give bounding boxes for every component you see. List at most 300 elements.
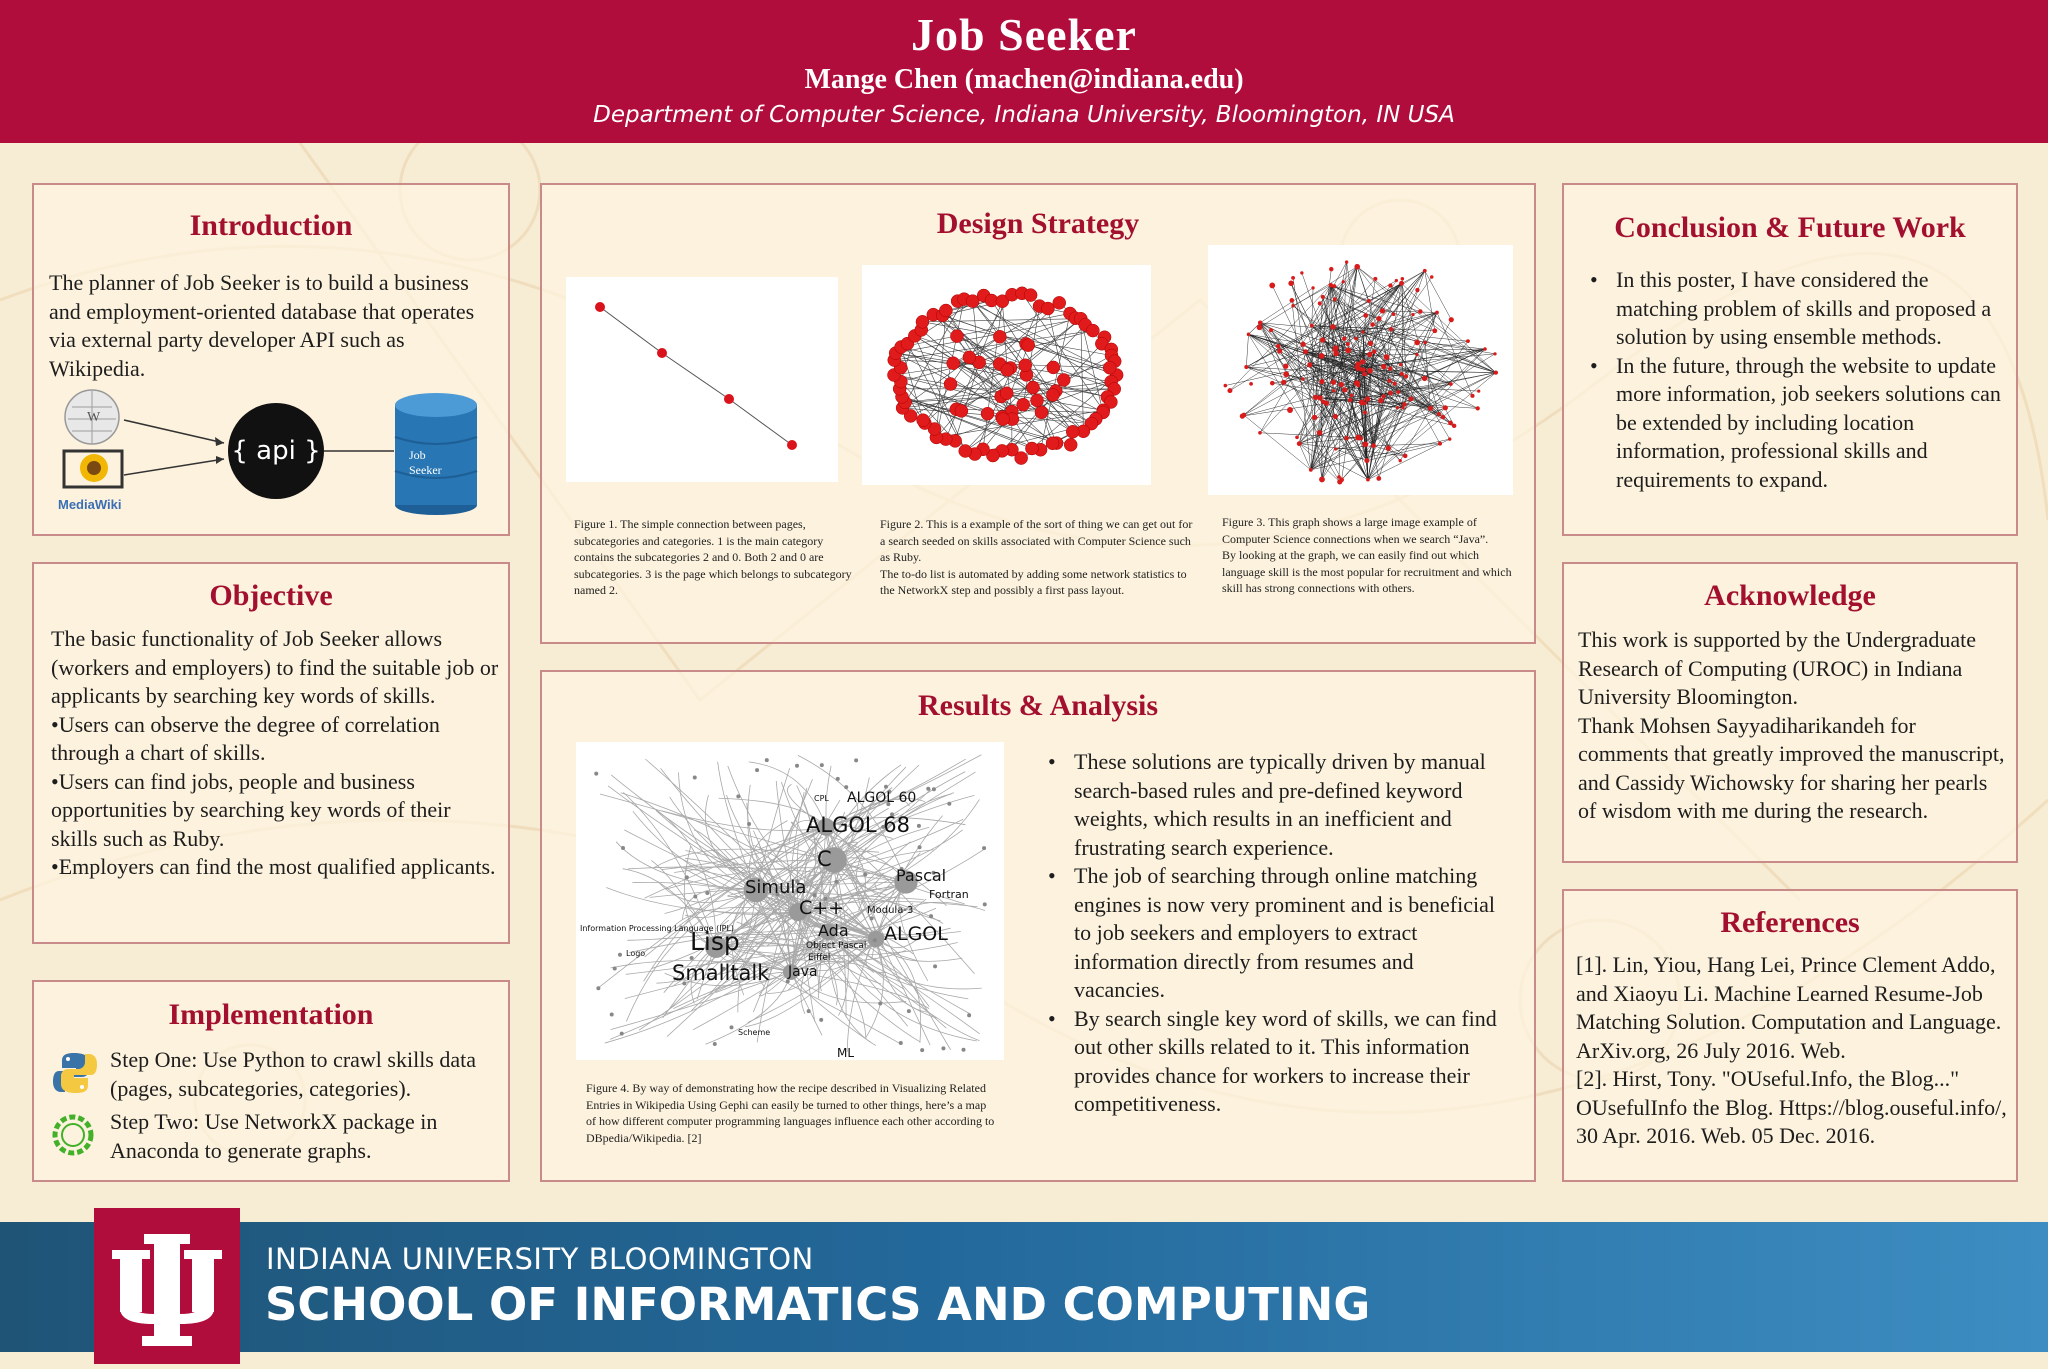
graph-node bbox=[1224, 384, 1228, 388]
graph-node bbox=[1300, 271, 1303, 274]
graph-node bbox=[1291, 276, 1295, 280]
graph-node bbox=[1332, 389, 1335, 392]
graph-label-ipl: Information Processing Language (IPL) bbox=[580, 924, 734, 933]
graph-node bbox=[1270, 381, 1275, 386]
graph-node bbox=[1404, 374, 1408, 378]
graph-node bbox=[1430, 275, 1433, 278]
graph-label-simula: Simula bbox=[745, 877, 806, 898]
graph-node bbox=[1269, 283, 1275, 289]
graph-label-objectpascal: Object Pascal bbox=[806, 941, 866, 951]
figure-3-caption-text: Figure 3. This graph shows a large image example of Computer Science connections when we search “Java”. bbox=[1222, 514, 1518, 547]
graph-node bbox=[926, 787, 930, 791]
graph-edge bbox=[1402, 279, 1403, 408]
graph-node bbox=[1332, 284, 1336, 288]
graph-node bbox=[1423, 269, 1427, 273]
anaconda-logo-icon bbox=[50, 1112, 96, 1158]
footer-university-name: INDIANA UNIVERSITY BLOOMINGTON bbox=[266, 1242, 814, 1276]
graph-node bbox=[1027, 381, 1040, 394]
results-bullet: • These solutions are typically driven by manual search-based rules and pre-defined keyword weights, which results in an inefficient and frustrating search experience. bbox=[1074, 748, 1499, 862]
design-strategy-section bbox=[540, 183, 1536, 644]
graph-edge bbox=[1260, 323, 1319, 433]
graph-node bbox=[918, 845, 922, 849]
graph-edge bbox=[661, 811, 826, 831]
conclusion-section bbox=[1562, 183, 2018, 536]
graph-node bbox=[1276, 344, 1281, 349]
graph-node bbox=[730, 1025, 734, 1029]
figure-1-chain-graph bbox=[566, 277, 838, 482]
graph-node bbox=[1297, 441, 1302, 446]
objective-section bbox=[32, 562, 510, 944]
graph-node bbox=[1483, 347, 1487, 351]
graph-node bbox=[820, 763, 824, 767]
graph-node bbox=[1258, 431, 1262, 435]
graph-node bbox=[1363, 411, 1367, 415]
graph-label-logo: Logo bbox=[626, 949, 645, 958]
graph-node bbox=[1301, 377, 1305, 381]
database-label-2: Seeker bbox=[409, 463, 442, 477]
graph-label-java: Java bbox=[787, 964, 818, 980]
graph-node bbox=[1415, 288, 1419, 292]
graph-node bbox=[1364, 458, 1369, 463]
graph-node bbox=[1367, 352, 1372, 357]
graph-node bbox=[1366, 478, 1370, 482]
graph-node bbox=[1321, 295, 1325, 299]
graph-node bbox=[836, 777, 840, 781]
graph-node bbox=[1432, 328, 1437, 333]
footer-school-name: SCHOOL OF INFORMATICS AND COMPUTING bbox=[265, 1278, 1370, 1331]
implementation-section bbox=[32, 980, 510, 1182]
graph-node bbox=[1476, 406, 1480, 410]
poster-header bbox=[0, 0, 2048, 143]
graph-edge bbox=[915, 336, 1073, 432]
poster-author: Mange Chen (machen@indiana.edu) bbox=[0, 64, 2048, 96]
graph-edge bbox=[1401, 312, 1437, 364]
api-label: { api } bbox=[231, 436, 320, 466]
poster-department: Department of Computer Science, Indiana University, Bloomington, IN USA bbox=[0, 102, 2048, 128]
acknowledge-text bbox=[1578, 626, 2008, 826]
graph-node bbox=[1319, 353, 1325, 359]
results-bullets bbox=[1044, 748, 1499, 1119]
acknowledge-heading: Acknowledge bbox=[1564, 579, 2016, 613]
graph-node bbox=[1359, 399, 1365, 405]
conclusion-bullet: • In the future, through the website to update more information, job seekers solutions can be extended by including location information, professional skills and requirements to expand. bbox=[1616, 352, 2004, 495]
graph-node bbox=[1313, 395, 1318, 400]
graph-node bbox=[993, 330, 1006, 343]
graph-label-cpp: C++ bbox=[799, 897, 844, 919]
database-label-1: Job bbox=[409, 448, 426, 462]
graph-node bbox=[997, 413, 1010, 426]
graph-node bbox=[1310, 324, 1314, 328]
graph-node bbox=[1342, 337, 1346, 341]
graph-node bbox=[959, 444, 972, 457]
graph-node bbox=[1360, 359, 1365, 364]
acknowledge-paragraph: Thank Mohsen Sayyadiharikandeh for comments that greatly improved the manuscript, and Cassidy Wichowsky for sharing her pearls of wisdom with me during the research. bbox=[1578, 712, 2008, 826]
conclusion-heading: Conclusion & Future Work bbox=[1564, 211, 2016, 245]
wikipedia-globe-icon bbox=[65, 390, 119, 444]
graph-node bbox=[929, 914, 933, 918]
graph-node bbox=[1437, 412, 1441, 416]
figure-2-network-graph bbox=[862, 265, 1151, 485]
figure-2-panel bbox=[862, 265, 1151, 485]
graph-node bbox=[1441, 415, 1445, 419]
figure-3-panel bbox=[1208, 245, 1513, 495]
graph-node bbox=[610, 1012, 614, 1016]
graph-label-smalltalk: Smalltalk bbox=[672, 961, 770, 985]
introduction-section bbox=[32, 183, 510, 536]
graph-node bbox=[795, 764, 799, 768]
graph-node bbox=[1393, 381, 1397, 385]
introduction-heading: Introduction bbox=[34, 209, 508, 243]
graph-label-pascal: Pascal bbox=[896, 866, 946, 885]
graph-edge bbox=[1299, 444, 1311, 470]
graph-node bbox=[596, 986, 600, 990]
graph-node bbox=[1381, 364, 1386, 369]
graph-node bbox=[613, 966, 617, 970]
graph-node bbox=[1376, 476, 1381, 481]
graph-node bbox=[1019, 359, 1032, 372]
graph-node bbox=[962, 1048, 966, 1052]
figure-4-panel bbox=[576, 742, 1004, 1060]
graph-node bbox=[1428, 406, 1433, 411]
acknowledge-section bbox=[1562, 562, 2018, 863]
graph-edge bbox=[1246, 334, 1248, 367]
graph-node bbox=[693, 894, 697, 898]
graph-node bbox=[1362, 441, 1368, 447]
graph-edge bbox=[1367, 444, 1440, 461]
objective-heading: Objective bbox=[34, 579, 508, 613]
graph-node bbox=[1046, 437, 1059, 450]
mediawiki-label: MediaWiki bbox=[58, 497, 121, 512]
graph-node bbox=[1409, 396, 1414, 401]
graph-node bbox=[1320, 338, 1324, 342]
graph-node bbox=[1494, 370, 1498, 374]
figure-4-language-influence-graph bbox=[576, 742, 1004, 1060]
reference-item: [1]. Lin, Yiou, Hang Lei, Prince Clement Addo, and Xiaoyu Li. Machine Learned Resume-Job Matching Solution. Computation and Language. ArXiv.org, 26 July 2016. Web. bbox=[1576, 951, 2016, 1065]
graph-label-modula3: Modula-3 bbox=[867, 905, 913, 916]
graph-node bbox=[1389, 327, 1393, 331]
graph-node bbox=[1025, 442, 1038, 455]
graph-node bbox=[1365, 396, 1371, 402]
svg-text:W: W bbox=[87, 410, 101, 425]
graph-node bbox=[1423, 341, 1426, 344]
graph-node bbox=[1355, 362, 1361, 368]
introduction-text: The planner of Job Seeker is to build a business and employment-oriented database that operates via external party developer API such as Wikipedia. bbox=[49, 269, 499, 383]
graph-edge bbox=[1260, 288, 1313, 323]
graph-node bbox=[1331, 380, 1336, 385]
objective-paragraph: •Users can observe the degree of correlation through a chart of skills. bbox=[51, 711, 501, 768]
implementation-step-2: Step Two: Use NetworkX package in Anaconda to generate graphs. bbox=[110, 1108, 500, 1165]
university-footer-banner bbox=[0, 1222, 2048, 1352]
graph-node bbox=[870, 916, 874, 920]
figure-2-caption-text: The to-do list is automated by adding some network statistics to the NetworkX step and possibly a first pass layout. bbox=[880, 566, 1198, 599]
acknowledge-paragraph: This work is supported by the Undergraduate Research of Computing (UROC) in Indiana University Bloomington. bbox=[1578, 626, 2008, 712]
graph-node bbox=[1354, 337, 1358, 341]
graph-node bbox=[947, 357, 960, 370]
graph-node bbox=[854, 758, 858, 762]
graph-node bbox=[620, 1032, 624, 1036]
graph-node bbox=[693, 776, 697, 780]
references-section bbox=[1562, 889, 2018, 1182]
graph-node bbox=[1290, 298, 1295, 303]
figure-1-caption bbox=[574, 516, 858, 599]
graph-node bbox=[1240, 414, 1245, 419]
graph-node bbox=[1295, 435, 1299, 439]
graph-node bbox=[1380, 308, 1385, 313]
figure-2-caption-text: Figure 2. This is a example of the sort of thing we can get out for a search seeded on skills associated with Computer Science such as Ruby. bbox=[880, 516, 1198, 566]
results-bullet: • By search single key word of skills, we can find out other skills related to it. This information provides chance for workers to increase their competitiveness. bbox=[1074, 1005, 1499, 1119]
graph-node bbox=[685, 875, 689, 879]
graph-node bbox=[1249, 382, 1253, 386]
graph-node bbox=[1395, 279, 1398, 282]
graph-node bbox=[1470, 394, 1474, 398]
objective-paragraph: •Users can find jobs, people and business opportunities by searching key words of their skills such as Ruby. bbox=[51, 768, 501, 854]
graph-edge bbox=[1081, 319, 1084, 432]
graph-node bbox=[1354, 264, 1360, 270]
graph-node bbox=[1319, 380, 1324, 385]
graph-node bbox=[1387, 379, 1391, 383]
graph-node bbox=[1363, 313, 1368, 318]
graph-node bbox=[1031, 394, 1044, 407]
graph-node bbox=[1024, 289, 1037, 302]
graph-node bbox=[819, 1018, 823, 1022]
graph-node bbox=[1348, 398, 1352, 402]
graph-node bbox=[1288, 281, 1293, 286]
graph-node bbox=[899, 1041, 903, 1045]
graph-node bbox=[713, 1042, 717, 1046]
implementation-heading: Implementation bbox=[34, 998, 508, 1032]
graph-node bbox=[878, 1001, 882, 1005]
graph-node bbox=[1452, 424, 1456, 428]
graph-label-algol68: ALGOL 68 bbox=[806, 813, 910, 837]
graph-node bbox=[1400, 372, 1404, 376]
graph-node bbox=[1337, 479, 1342, 484]
graph-node bbox=[1312, 415, 1317, 420]
iu-trident-icon bbox=[94, 1208, 240, 1364]
graph-node bbox=[917, 824, 921, 828]
graph-node bbox=[1269, 328, 1273, 332]
graph-node bbox=[1388, 391, 1393, 396]
graph-node bbox=[1035, 406, 1048, 419]
graph-node bbox=[1064, 438, 1077, 451]
graph-node bbox=[755, 768, 759, 772]
results-analysis-heading: Results & Analysis bbox=[542, 689, 1534, 723]
conclusion-bullets bbox=[1586, 266, 2004, 494]
graph-node bbox=[1371, 443, 1376, 448]
graph-node bbox=[1244, 365, 1248, 369]
graph-node bbox=[1466, 339, 1470, 343]
implementation-step-1: Step One: Use Python to crawl skills data (pages, subcategories, categories). bbox=[110, 1046, 500, 1103]
graph-node bbox=[1258, 321, 1263, 326]
graph-node bbox=[1319, 477, 1325, 483]
graph-node bbox=[1047, 361, 1060, 374]
graph-label-ada: Ada bbox=[818, 921, 849, 940]
graph-node bbox=[1363, 372, 1367, 376]
graph-node bbox=[1000, 387, 1013, 400]
graph-node bbox=[1291, 304, 1295, 308]
graph-label-scheme: Scheme bbox=[738, 1028, 770, 1037]
graph-node bbox=[1247, 333, 1251, 337]
graph-node bbox=[705, 891, 709, 895]
graph-node bbox=[1370, 322, 1375, 327]
graph-node bbox=[1103, 361, 1116, 374]
graph-label-algol60: ALGOL 60 bbox=[847, 790, 916, 806]
python-logo-icon bbox=[52, 1050, 98, 1096]
graph-node bbox=[736, 794, 740, 798]
graph-node bbox=[1333, 349, 1336, 352]
graph-node bbox=[1309, 468, 1313, 472]
objective-text bbox=[51, 625, 501, 882]
graph-node bbox=[1367, 368, 1373, 374]
graph-node bbox=[1399, 459, 1402, 462]
graph-node bbox=[1361, 330, 1364, 333]
graph-node bbox=[1022, 339, 1035, 352]
graph-edge bbox=[1242, 365, 1309, 416]
objective-paragraph: The basic functionality of Job Seeker allows (workers and employers) to find the suitable job or applicants by searching key words of skills. bbox=[51, 625, 501, 711]
graph-node bbox=[955, 404, 968, 417]
graph-node bbox=[1354, 380, 1360, 386]
graph-node bbox=[1053, 296, 1066, 309]
figure-1-panel bbox=[566, 277, 838, 482]
graph-node bbox=[863, 873, 867, 877]
graph-label-eiffel: Eiffel bbox=[808, 953, 830, 963]
mediawiki-logo-icon bbox=[58, 451, 122, 512]
graph-node bbox=[1281, 380, 1286, 385]
graph-node bbox=[1422, 376, 1427, 381]
graph-node bbox=[1402, 402, 1407, 407]
graph-node bbox=[1330, 324, 1335, 329]
graph-node bbox=[1361, 367, 1366, 372]
graph-node bbox=[1415, 353, 1418, 356]
poster-title: Job Seeker bbox=[0, 8, 2048, 61]
figure-3-java-network-graph bbox=[1208, 245, 1513, 495]
graph-node bbox=[690, 956, 694, 960]
results-analysis-section bbox=[540, 670, 1536, 1182]
graph-node bbox=[1396, 406, 1399, 409]
graph-node bbox=[1396, 390, 1400, 394]
graph-node bbox=[1411, 313, 1414, 316]
graph-node bbox=[1307, 362, 1312, 367]
graph-node bbox=[594, 772, 598, 776]
graph-node bbox=[1329, 267, 1333, 271]
graph-node bbox=[1384, 354, 1390, 360]
figure-3-caption bbox=[1222, 514, 1518, 597]
graph-node bbox=[1386, 445, 1391, 450]
graph-node bbox=[939, 304, 952, 317]
graph-node bbox=[1342, 387, 1347, 392]
references-list bbox=[1576, 951, 2016, 1151]
graph-node bbox=[917, 414, 930, 427]
graph-node bbox=[747, 822, 751, 826]
graph-node bbox=[1344, 436, 1349, 441]
graph-node bbox=[1448, 421, 1453, 426]
graph-node bbox=[950, 330, 963, 343]
graph-label-c: C bbox=[817, 847, 832, 871]
graph-node bbox=[1287, 407, 1293, 413]
graph-node bbox=[933, 964, 937, 968]
graph-node bbox=[1318, 395, 1323, 400]
graph-node bbox=[1403, 454, 1408, 459]
figure-3-caption-text: By looking at the graph, we can easily find out which language skill is the most popular for recruitment and which skill has strong connections with others. bbox=[1222, 547, 1518, 597]
graph-node bbox=[1435, 311, 1439, 315]
graph-node bbox=[1317, 430, 1323, 436]
graph-node bbox=[1359, 437, 1363, 441]
graph-node bbox=[1414, 340, 1420, 346]
graph-node bbox=[1227, 388, 1232, 393]
iu-trident-logo bbox=[94, 1208, 240, 1364]
graph-label-algol: ALGOL bbox=[884, 923, 948, 945]
reference-item: [2]. Hirst, Tony. "OUseful.Info, the Blog..." OUsefulInfo the Blog. Https://blog.ouseful.info/, 30 Apr. 2016. Web. 05 Dec. 2016. bbox=[1576, 1065, 2016, 1151]
graph-node bbox=[1388, 283, 1392, 287]
api-architecture-diagram bbox=[54, 385, 484, 515]
graph-node bbox=[1493, 352, 1496, 355]
graph-node bbox=[1277, 348, 1282, 353]
graph-node bbox=[907, 1009, 911, 1013]
graph-node bbox=[1373, 277, 1377, 281]
graph-node bbox=[618, 953, 622, 957]
graph-node bbox=[1334, 447, 1337, 450]
graph-node bbox=[1449, 382, 1453, 386]
graph-node bbox=[1350, 394, 1354, 398]
graph-node bbox=[1046, 388, 1059, 401]
graph-node bbox=[1449, 317, 1454, 322]
graph-edge bbox=[791, 972, 822, 1035]
graph-node bbox=[1321, 399, 1325, 403]
graph-node bbox=[1017, 398, 1030, 411]
design-strategy-heading: Design Strategy bbox=[542, 207, 1534, 241]
graph-node bbox=[1356, 367, 1360, 371]
graph-node bbox=[981, 407, 994, 420]
graph-node bbox=[920, 1048, 924, 1052]
graph-node bbox=[1368, 341, 1373, 346]
graph-node bbox=[1367, 299, 1371, 303]
figure-2-caption bbox=[880, 516, 1198, 599]
database-icon bbox=[395, 393, 477, 515]
graph-node bbox=[1346, 342, 1350, 346]
graph-node bbox=[1388, 366, 1392, 370]
graph-label-fortran: Fortran bbox=[929, 888, 969, 901]
graph-node bbox=[1066, 425, 1079, 438]
graph-node bbox=[947, 802, 951, 806]
graph-node bbox=[1318, 301, 1322, 305]
graph-node bbox=[807, 1009, 811, 1013]
graph-node bbox=[944, 378, 957, 391]
figure-1-caption-text: Figure 1. The simple connection between pages, subcategories and categories. 1 is the main category contains the subcategories 2 and 0. Both 2 and 0 are subcategories. 3 is the page which belongs to subcategory named 2. bbox=[574, 516, 858, 599]
graph-node bbox=[1438, 442, 1442, 446]
graph-node bbox=[1392, 312, 1396, 316]
graph-node bbox=[916, 315, 929, 328]
graph-node bbox=[932, 787, 936, 791]
graph-node bbox=[1376, 316, 1381, 321]
graph-label-lisp: Lisp bbox=[690, 927, 740, 956]
graph-edge bbox=[1331, 285, 1435, 331]
api-circle-icon bbox=[228, 403, 324, 499]
graph-label-ml: ML bbox=[837, 1046, 854, 1060]
graph-node bbox=[1372, 349, 1376, 353]
graph-node bbox=[1333, 297, 1337, 301]
graph-node bbox=[1381, 394, 1385, 398]
graph-node bbox=[1301, 342, 1306, 347]
graph-node bbox=[1399, 363, 1403, 367]
graph-node bbox=[1448, 437, 1451, 440]
graph-node bbox=[1283, 364, 1288, 369]
conclusion-bullet: • In this poster, I have considered the matching problem of skills and proposed a solution by using ensemble methods. bbox=[1616, 266, 2004, 352]
graph-node bbox=[1401, 277, 1405, 281]
graph-node bbox=[1443, 405, 1448, 410]
graph-node bbox=[967, 1013, 971, 1017]
graph-node bbox=[1378, 398, 1384, 404]
graph-node bbox=[621, 846, 625, 850]
graph-label-cpl: CPL bbox=[814, 794, 829, 803]
